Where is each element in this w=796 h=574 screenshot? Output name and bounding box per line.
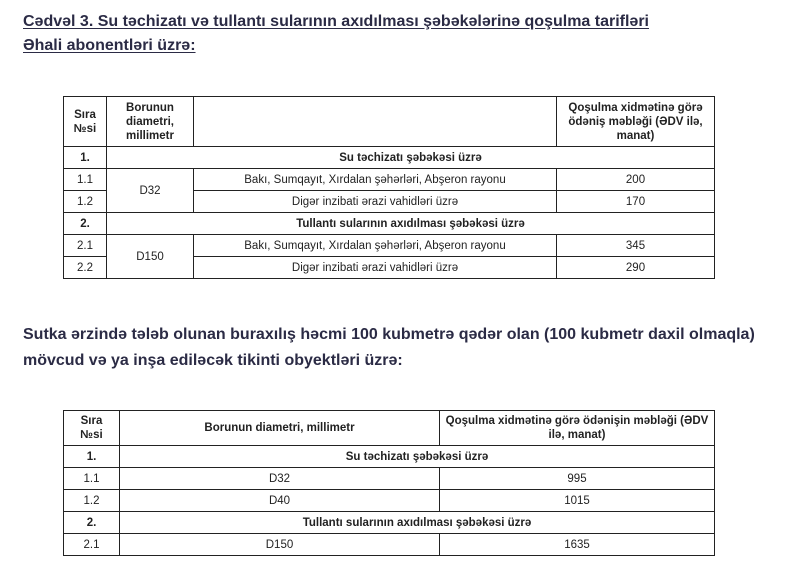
row-price: 1015 — [440, 490, 715, 512]
header-num: Sıra №si — [64, 411, 120, 446]
table-header-row — [64, 97, 715, 147]
header-region — [194, 97, 557, 147]
row-price: 995 — [440, 468, 715, 490]
row-price: 170 — [557, 191, 715, 213]
table-row — [64, 468, 715, 490]
section-row — [64, 446, 715, 468]
table-header-row — [64, 411, 715, 446]
section-num: 1. — [64, 446, 120, 468]
section-title: Tullantı sularının axıdılması şəbəkəsi üzrə — [120, 512, 715, 534]
row-diameter: D40 — [120, 490, 440, 512]
row-region: Digər inzibati ərazi vahidləri üzrə — [194, 191, 557, 213]
table-row — [64, 235, 715, 257]
title-line-2: Əhali abonentləri üzrə: — [23, 37, 196, 54]
row-num: 1.1 — [64, 468, 120, 490]
section-title: Su təchizatı şəbəkəsi üzrə — [107, 147, 715, 169]
row-price: 200 — [557, 169, 715, 191]
table-row — [64, 490, 715, 512]
section-title: Tullantı sularının axıdılması şəbəkəsi üzrə — [107, 213, 715, 235]
row-region: Digər inzibati ərazi vahidləri üzrə — [194, 257, 557, 279]
row-price: 1635 — [440, 534, 715, 556]
row-num: 1.2 — [64, 191, 107, 213]
row-num: 2.1 — [64, 235, 107, 257]
header-num: Sıra №si — [64, 97, 107, 147]
title-line-1: Cədvəl 3. Su təchizatı və tullantı sularının axıdılması şəbəkələrinə qoşulma tarifləri — [23, 13, 649, 30]
section-num: 1. — [64, 147, 107, 169]
page-title — [23, 10, 649, 58]
table-row — [64, 169, 715, 191]
row-diameter: D150 — [120, 534, 440, 556]
row-price: 290 — [557, 257, 715, 279]
header-price: Qoşulma xidmətinə görə ödənişin məbləği (ƏDV ilə, manat) — [440, 411, 715, 446]
row-diameter: D150 — [107, 235, 194, 279]
header-price: Qoşulma xidmətinə görə ödəniş məbləği (ƏDV ilə, manat) — [557, 97, 715, 147]
row-num: 2.2 — [64, 257, 107, 279]
section-row — [64, 512, 715, 534]
section-row — [64, 213, 715, 235]
header-diameter: Borunun diametri, millimetr — [107, 97, 194, 147]
row-num: 2.1 — [64, 534, 120, 556]
row-region: Bakı, Sumqayıt, Xırdalan şəhərləri, Abşeron rayonu — [194, 235, 557, 257]
section-row — [64, 147, 715, 169]
section-title: Su təchizatı şəbəkəsi üzrə — [120, 446, 715, 468]
section-heading: Sutka ərzində tələb olunan buraxılış həcmi 100 kubmetrə qədər olan (100 kubmetr daxil olmaqla) mövcud və ya inşa ediləcək tikinti obyektləri üzrə: — [23, 326, 755, 369]
tariff-table-construction — [63, 410, 715, 556]
section-num: 2. — [64, 213, 107, 235]
table-row — [64, 534, 715, 556]
row-diameter: D32 — [120, 468, 440, 490]
row-diameter: D32 — [107, 169, 194, 213]
row-num: 1.1 — [64, 169, 107, 191]
row-region: Bakı, Sumqayıt, Xırdalan şəhərləri, Abşeron rayonu — [194, 169, 557, 191]
header-diameter: Borunun diametri, millimetr — [120, 411, 440, 446]
row-price: 345 — [557, 235, 715, 257]
row-num: 1.2 — [64, 490, 120, 512]
section-num: 2. — [64, 512, 120, 534]
tariff-table-residential — [63, 96, 715, 279]
